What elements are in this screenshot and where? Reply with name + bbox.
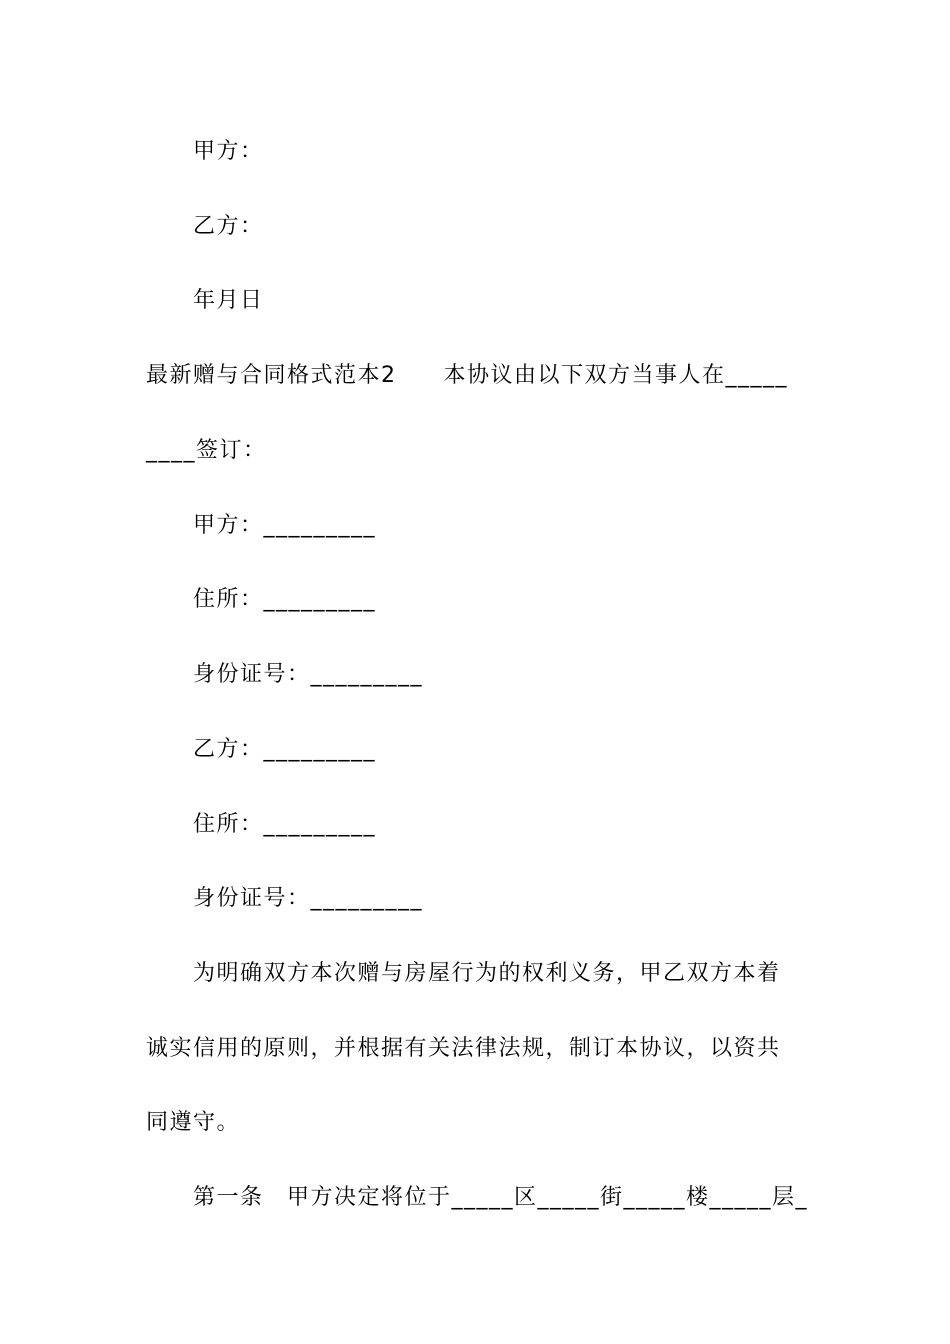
purpose-paragraph-line-1: 为明确双方本次赠与房屋行为的权利义务，甲乙双方本着 — [193, 961, 781, 986]
party-a-signature-label: 甲方： — [193, 139, 264, 164]
signing-place-line: ____签订： — [146, 438, 267, 463]
party-b-signature-label: 乙方： — [193, 214, 264, 239]
section-heading-line: 最新赠与合同格式范本2 本协议由以下双方当事人在_____ — [146, 363, 788, 388]
party-a-id-field: 身份证号：_________ — [193, 662, 424, 687]
party-b-field: 乙方：_________ — [193, 737, 377, 762]
party-a-address-field: 住所：_________ — [193, 587, 377, 612]
party-a-field: 甲方：_________ — [193, 513, 377, 538]
party-b-id-field: 身份证号：_________ — [193, 886, 424, 911]
date-line: 年月日 — [193, 288, 264, 313]
party-b-address-field: 住所：_________ — [193, 812, 377, 837]
article-one-line: 第一条 甲方决定将位于_____区_____街_____楼_____层_ — [193, 1185, 809, 1210]
purpose-paragraph-line-2: 诚实信用的原则，并根据有关法律法规，制订本协议，以资共 — [146, 1036, 781, 1061]
purpose-paragraph-line-3: 同遵守。 — [146, 1110, 241, 1135]
